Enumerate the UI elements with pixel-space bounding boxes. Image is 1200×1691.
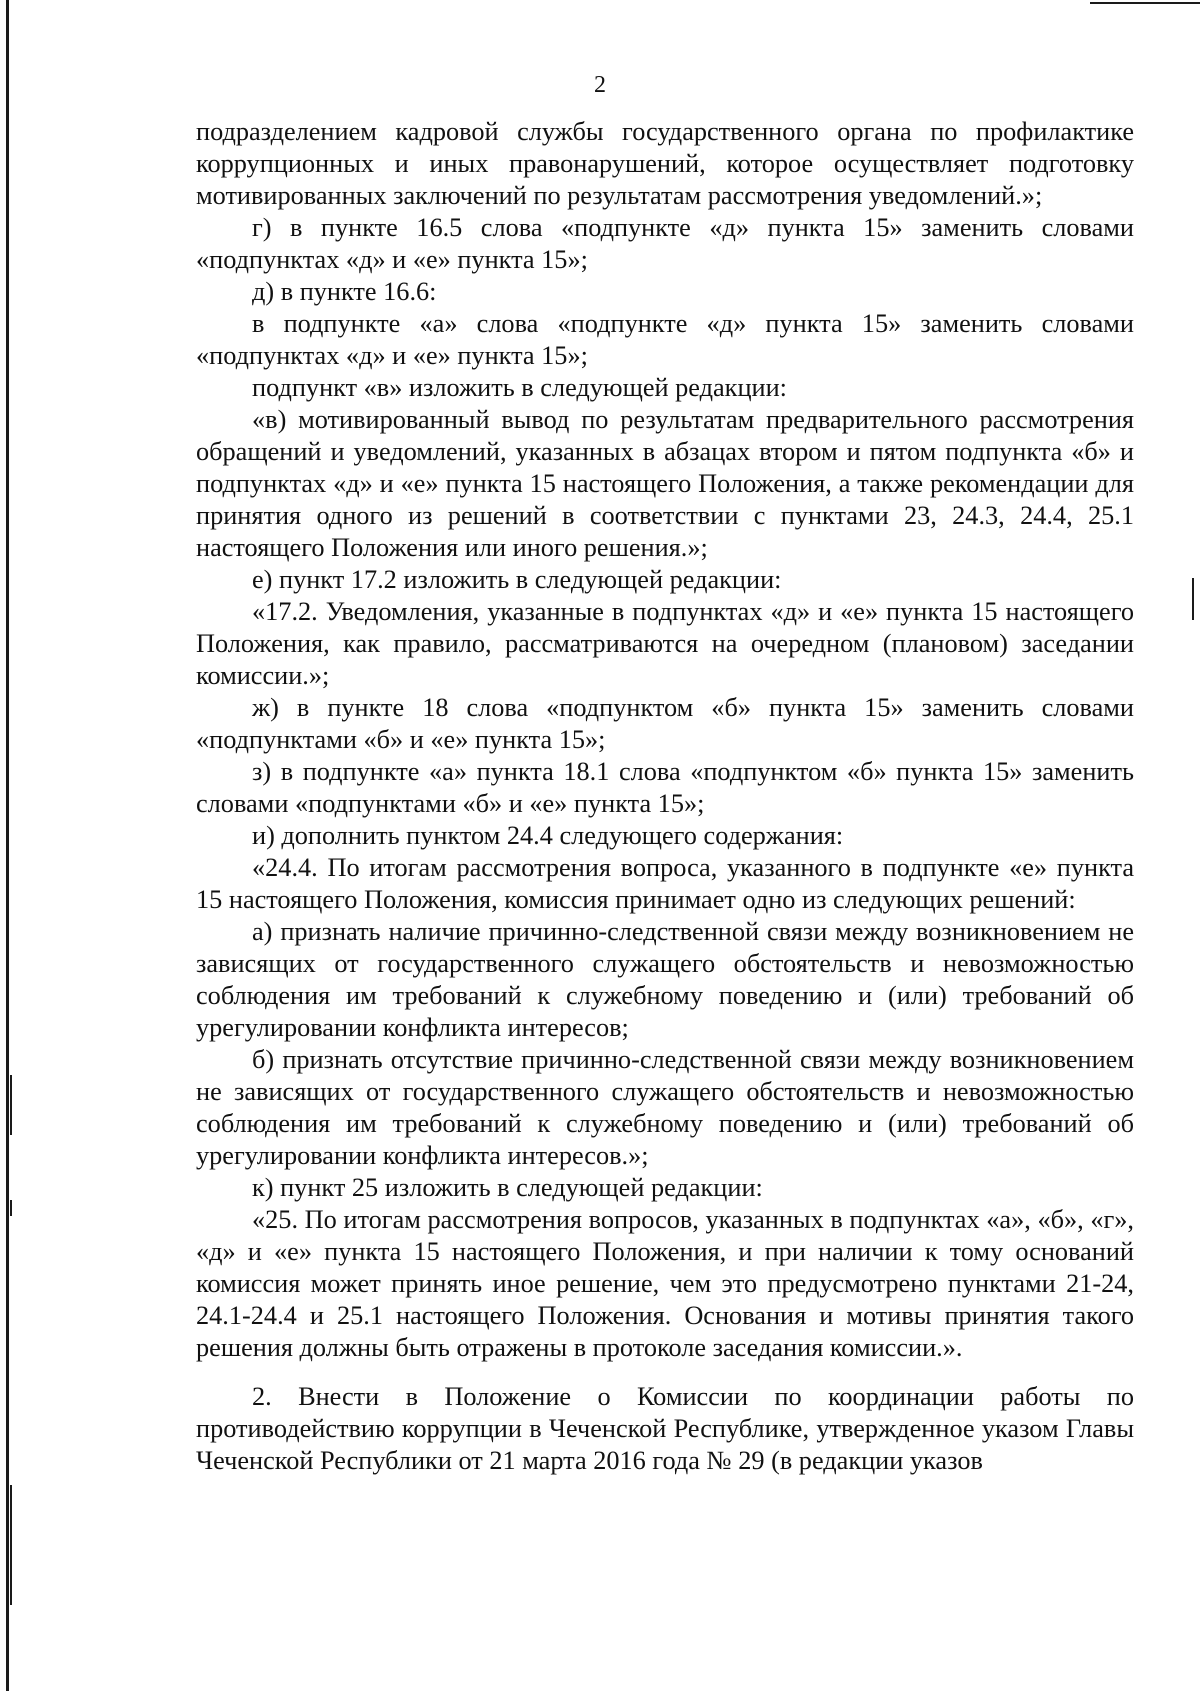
paragraph-item-zh: ж) в пункте 18 слова «подпунктом «б» пункта 15» заменить словами «подпунктами «б» и «е» пункта 15»; xyxy=(196,693,1134,754)
scan-mark-left-1 xyxy=(10,1075,12,1135)
paragraph-item-k: к) пункт 25 изложить в следующей редакции: xyxy=(252,1173,763,1202)
scan-edge-line-left xyxy=(6,0,9,1691)
paragraph-decision-a: а) признать наличие причинно-следственной связи между возникновением не зависящих от государственного служащего обстоятельств и невозможностью соблюдения им требований к служебному поведению и (или) требований об урегулировании конфликта интересов; xyxy=(196,917,1134,1042)
paragraph-item-z: з) в подпункте «а» пункта 18.1 слова «подпунктом «б» пункта 15» заменить словами «подпунктами «б» и «е» пункта 15»; xyxy=(196,757,1134,818)
paragraph-item-e: е) пункт 17.2 изложить в следующей редакции: xyxy=(252,565,782,594)
scan-mark-left-3 xyxy=(10,1485,12,1605)
paragraph-continuation: подразделением кадровой службы государственного органа по профилактике коррупционных и иных правонарушений, которое осуществляет подготовку мотивированных заключений по результатам рассмотрения уведомлений.»; xyxy=(196,117,1134,210)
paragraph-decision-b: б) признать отсутствие причинно-следственной связи между возникновением не зависящих от государственного служащего обстоятельств и невозможностью соблюдения им требований к служебному поведению и (или) требований об урегулировании конфликта интересов.»; xyxy=(196,1045,1134,1170)
paragraph-item-i: и) дополнить пунктом 24.4 следующего содержания: xyxy=(252,821,844,850)
paragraph-subitem-a: в подпункте «а» слова «подпункте «д» пункта 15» заменить словами «подпунктах «д» и «е» пункта 15»; xyxy=(196,309,1134,370)
scan-mark-right xyxy=(1192,578,1194,620)
paragraph-section-2: 2. Внести в Положение о Комиссии по координации работы по противодействию коррупции в Чеченской Республике, утвержденное указом Главы Чеченской Республики от 21 марта 2016 года № 29 (в редакции указов xyxy=(196,1382,1134,1475)
scan-mark-left-2 xyxy=(10,1200,12,1216)
paragraph-subitem-v-intro: подпункт «в» изложить в следующей редакции: xyxy=(252,373,787,402)
paragraph-point-17-2: «17.2. Уведомления, указанные в подпунктах «д» и «е» пункта 15 настоящего Положения, как правило, рассматриваются на очередном (плановом) заседании комиссии.»; xyxy=(196,597,1134,690)
paragraph-point-24-4: «24.4. По итогам рассмотрения вопроса, указанного в подпункте «е» пункта 15 настоящего Положения, комиссия принимает одно из следующих решений: xyxy=(196,853,1134,914)
paragraph-subitem-v-text: «в) мотивированный вывод по результатам предварительного рассмотрения обращений и уведомлений, указанных в абзацах втором и пятом подпункта «б» и подпунктах «д» и «е» пункта 15 настоящего Положения, а также рекомендации для принятия одного из решений в соответствии с пунктами 23, 24.3, 24.4, 25.1 настоящего Положения или иного решения.»; xyxy=(196,405,1134,562)
document-body xyxy=(196,116,1134,1477)
scan-edge-line-top-right xyxy=(1090,2,1200,4)
paragraph-item-g: г) в пункте 16.5 слова «подпункте «д» пункта 15» заменить словами «подпунктах «д» и «е» пункта 15»; xyxy=(196,213,1134,274)
page-number: 2 xyxy=(594,72,606,98)
paragraph-item-d: д) в пункте 16.6: xyxy=(252,277,437,306)
paragraph-point-25: «25. По итогам рассмотрения вопросов, указанных в подпунктах «а», «б», «г», «д» и «е» пункта 15 настоящего Положения, и при наличии к тому оснований комиссия может принять иное решение, чем это предусмотрено пунктами 21-24, 24.1-24.4 и 25.1 настоящего Положения. Основания и мотивы принятия такого решения должны быть отражены в протоколе заседания комиссии.». xyxy=(196,1205,1134,1362)
